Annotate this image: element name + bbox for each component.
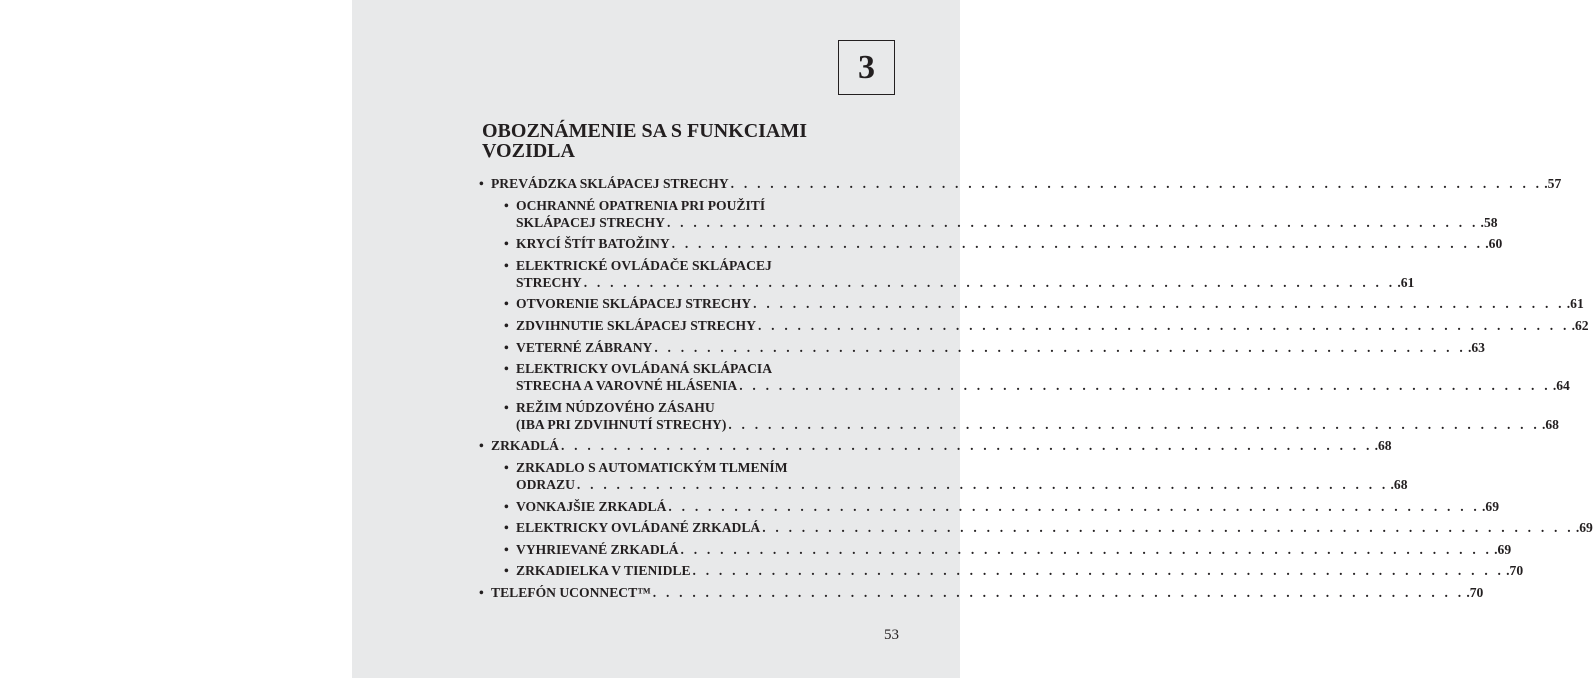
toc-page-number: .69 (1494, 541, 1512, 557)
bullet-icon: • (504, 236, 509, 252)
bullet-icon: • (504, 339, 509, 355)
toc-entry[interactable] (478, 437, 1392, 454)
toc-page-number: .60 (1485, 236, 1503, 252)
toc-entry-text: VONKAJŠIE ZRKADLÁ (516, 498, 667, 514)
toc-entry[interactable] (478, 541, 1512, 558)
toc-entry-text: ZDVIHNUTIE SKLÁPACEJ STRECHY (516, 317, 756, 333)
toc-entry[interactable] (478, 317, 1589, 334)
toc-entry-text: STRECHY (516, 274, 582, 290)
toc-entry-text: KRYCÍ ŠTÍT BATOŽINY (516, 236, 670, 252)
dot-leader: . . . . . . . . . . . . . . . . . . . . . . . . . . . . . . . . . . . . . . . . . . . . . . . . . . . . . . . . . . . . . . (560, 438, 1373, 454)
toc-entry-text: VETERNÉ ZÁBRANY (516, 339, 653, 355)
dot-leader: . . . . . . . . . . . . . . . . . . . . . . . . . . . . . . . . . . . . . . . . . . . . . . . . . . . . . . . . . . . . . . (654, 339, 1466, 355)
toc-entry-text: PREVÁDZKA SKLÁPACEJ STRECHY (491, 176, 729, 191)
toc-entry-text: TELEFÓN UCONNECT™ (491, 584, 651, 600)
toc-page-number: .68 (1390, 476, 1408, 492)
toc-entry[interactable] (478, 235, 1503, 252)
dot-leader: . . . . . . . . . . . . . . . . . . . . . . . . . . . . . . . . . . . . . . . . . . . . . . . . . . . . . . . . . . . . . . (757, 317, 1570, 333)
toc-entry[interactable] (478, 197, 1498, 231)
bullet-icon: • (479, 438, 484, 454)
chapter-number: 3 (858, 48, 875, 86)
toc-entry-text: ELEKTRICKÉ OVLÁDAČE SKLÁPACEJ (516, 257, 772, 273)
dot-leader: . . . . . . . . . . . . . . . . . . . . . . . . . . . . . . . . . . . . . . . . . . . . . . . . . . . . . . . . . . . . . . (671, 236, 1484, 252)
toc-entry[interactable] (478, 459, 1408, 493)
toc-page-number: .68 (1541, 416, 1559, 432)
toc-entry-text: OCHRANNÉ OPATRENIA PRI POUŽITÍ (516, 197, 766, 213)
toc-entry-text: ZRKADIELKA V TIENIDLE (516, 563, 691, 579)
toc-page-number: .62 (1571, 317, 1589, 333)
toc-entry-text: STRECHA A VAROVNÉ HLÁSENIA (516, 378, 738, 394)
bullet-icon: • (504, 563, 509, 579)
dot-leader: . . . . . . . . . . . . . . . . . . . . . . . . . . . . . . . . . . . . . . . . . . . . . . . . . . . . . . . . . . . . . . (753, 296, 1565, 312)
toc-page-number: .69 (1482, 498, 1500, 514)
dot-leader: . . . . . . . . . . . . . . . . . . . . . . . . . . . . . . . . . . . . . . . . . . . . . . . . . . . . . . . . . . . . . . (668, 498, 1481, 514)
dot-leader: . . . . . . . . . . . . . . . . . . . . . . . . . . . . . . . . . . . . . . . . . . . . . . . . . . . . . . . . . . . . . . (666, 214, 1479, 230)
dot-leader: . . . . . . . . . . . . . . . . . . . . . . . . . . . . . . . . . . . . . . . . . . . . . . . . . . . . . . . . . . . . . . (692, 563, 1505, 579)
toc-entry-text: ZRKADLO S AUTOMATICKÝM TLMENÍM (516, 459, 788, 475)
bullet-icon: • (504, 296, 509, 312)
toc-entry[interactable] (478, 295, 1584, 312)
dot-leader: . . . . . . . . . . . . . . . . . . . . . . . . . . . . . . . . . . . . . . . . . . . . . . . . . . . . . . . . . . . . . . (728, 416, 1540, 432)
toc-page-number: .58 (1480, 214, 1498, 230)
bullet-icon: • (504, 317, 509, 333)
toc-entry-text: ZRKADLÁ (491, 438, 559, 454)
toc-entry-text: ELEKTRICKY OVLÁDANÉ ZRKADLÁ (516, 520, 761, 536)
bullet-icon: • (504, 257, 509, 273)
dot-leader: . . . . . . . . . . . . . . . . . . . . . . . . . . . . . . . . . . . . . . . . . . . . . . . . . . . . . . . . . . . . . . (652, 584, 1465, 600)
dot-leader: . . . . . . . . . . . . . . . . . . . . . . . . . . . . . . . . . . . . . . . . . . . . . . . . . . . . . . . . . . . . . . (576, 476, 1389, 492)
manual-page (352, 0, 1593, 678)
bullet-icon: • (504, 361, 509, 377)
toc-entry-text: ODRAZU (516, 476, 575, 492)
table-of-contents (478, 175, 1593, 606)
bullet-icon: • (504, 520, 509, 536)
toc-page-number: .64 (1552, 378, 1570, 394)
page-number: 53 (884, 627, 899, 643)
title-line-1: OBOZNÁMENIE SA S FUNKCIAMI (482, 120, 808, 142)
toc-page-number: .63 (1467, 339, 1485, 355)
toc-entry-text: SKLÁPACEJ STRECHY (516, 214, 665, 230)
toc-entry[interactable] (478, 257, 1415, 291)
toc-entry[interactable] (478, 584, 1484, 601)
bullet-icon: • (479, 584, 484, 600)
bullet-icon: • (504, 498, 509, 514)
toc-entry[interactable] (478, 360, 1570, 394)
toc-page-number: .57 (1544, 176, 1562, 191)
toc-page-number: .68 (1374, 438, 1392, 454)
toc-entry[interactable] (478, 562, 1524, 579)
toc-entry-text: OTVORENIE SKLÁPACEJ STRECHY (516, 296, 752, 312)
bullet-icon: • (479, 176, 484, 191)
title-line-2: VOZIDLA (482, 140, 575, 162)
toc-entry[interactable] (478, 399, 1559, 433)
toc-entry[interactable] (478, 175, 1562, 192)
toc-page-number: .70 (1506, 563, 1524, 579)
bullet-icon: • (504, 459, 509, 475)
toc-entry-text: (IBA PRI ZDVIHNUTÍ STRECHY) (516, 416, 727, 432)
dot-leader: . . . . . . . . . . . . . . . . . . . . . . . . . . . . . . . . . . . . . . . . . . . . . . . . . . . . . . . . . . . . . . (680, 541, 1493, 557)
page-title (482, 121, 882, 161)
dot-leader: . . . . . . . . . . . . . . . . . . . . . . . . . . . . . . . . . . . . . . . . . . . . . . . . . . . . . . . . . . . . . . (762, 520, 1574, 536)
toc-entry[interactable] (478, 498, 1500, 515)
toc-entry-text: REŽIM NÚDZOVÉHO ZÁSAHU (516, 399, 715, 415)
toc-page-number: .61 (1566, 296, 1584, 312)
dot-leader: . . . . . . . . . . . . . . . . . . . . . . . . . . . . . . . . . . . . . . . . . . . . . . . . . . . . . . . . . . . . . . (730, 176, 1543, 191)
bullet-icon: • (504, 197, 509, 213)
toc-entry-text: ELEKTRICKY OVLÁDANÁ SKLÁPACIA (516, 361, 773, 377)
dot-leader: . . . . . . . . . . . . . . . . . . . . . . . . . . . . . . . . . . . . . . . . . . . . . . . . . . . . . . . . . . . . . . (583, 274, 1396, 290)
bullet-icon: • (504, 399, 509, 415)
dot-leader: . . . . . . . . . . . . . . . . . . . . . . . . . . . . . . . . . . . . . . . . . . . . . . . . . . . . . . . . . . . . . . (739, 378, 1551, 394)
toc-page-number: .61 (1397, 274, 1415, 290)
bullet-icon: • (504, 541, 509, 557)
toc-entry[interactable] (478, 339, 1485, 356)
toc-entry[interactable] (478, 519, 1593, 536)
toc-entry-text: VYHRIEVANÉ ZRKADLÁ (516, 541, 679, 557)
chapter-number-box (838, 40, 895, 95)
toc-page-number: .70 (1466, 584, 1484, 600)
toc-page-number: .69 (1575, 520, 1593, 536)
